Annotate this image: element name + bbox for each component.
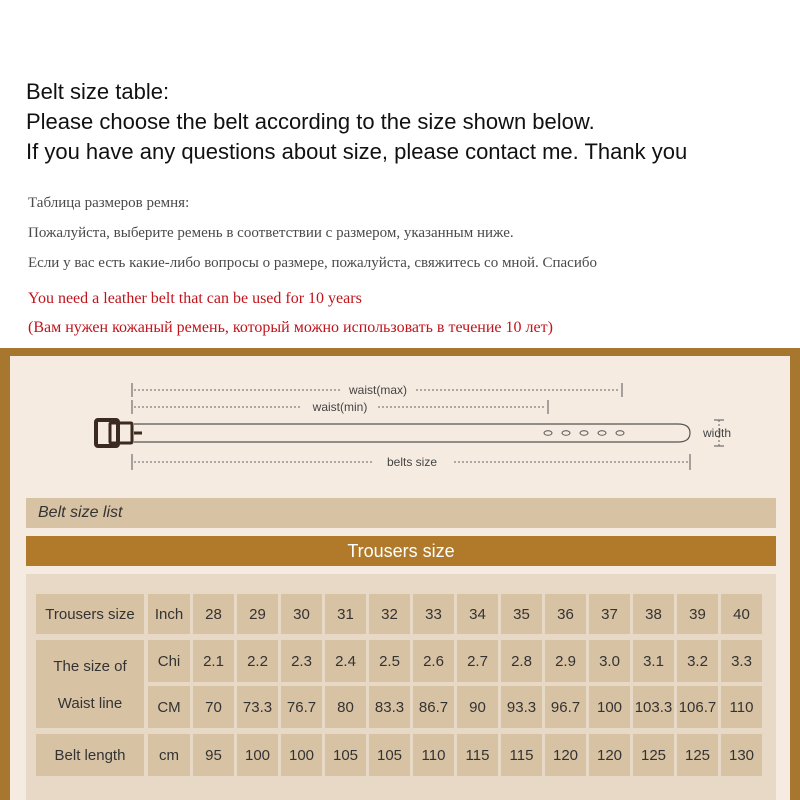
belt-length-unit-cell: cm	[148, 734, 190, 776]
belts-size-measure	[132, 454, 690, 470]
size-table	[26, 574, 776, 800]
cm-cell: 86.7	[413, 686, 454, 728]
promo-line-2: (Вам нужен кожаный ремень, который можно использовать в течение 10 лет)	[28, 319, 553, 336]
belt-length-cell: 105	[325, 734, 366, 776]
waist-line-label-cell	[36, 640, 144, 728]
belt-length-cell: 110	[413, 734, 454, 776]
chi-cell: 3.2	[677, 640, 718, 682]
trousers-cell: 30	[281, 594, 322, 634]
belt-length-cell: 130	[721, 734, 762, 776]
english-intro	[26, 77, 786, 167]
belt-length-cell: 120	[589, 734, 630, 776]
intro-ru-line-2: Пожалуйста, выберите ремень в соответствии с размером, указанным ниже.	[28, 225, 514, 241]
cm-cell: 90	[457, 686, 498, 728]
intro-en-line-3: If you have any questions about size, please contact me. Thank you	[26, 139, 688, 164]
cm-cell: 76.7	[281, 686, 322, 728]
chi-cell: 2.7	[457, 640, 498, 682]
width-measure	[702, 420, 731, 446]
belt-size-list-title: Belt size list	[38, 504, 123, 521]
belt-length-cell: 115	[501, 734, 542, 776]
trousers-size-label-cell: Trousers size	[36, 594, 144, 634]
cm-cell: 96.7	[545, 686, 586, 728]
size-chart-panel	[0, 348, 800, 800]
belt-length-cell: 115	[457, 734, 498, 776]
waist-min-measure	[132, 400, 548, 414]
trousers-cell: 31	[325, 594, 366, 634]
trousers-unit-cell: Inch	[148, 594, 190, 634]
promo-text	[28, 284, 788, 342]
trousers-size-bar	[26, 536, 776, 566]
belt-length-cell: 105	[369, 734, 410, 776]
belt-length-cell: 120	[545, 734, 586, 776]
trousers-cell: 29	[237, 594, 278, 634]
chi-cell: 3.0	[589, 640, 630, 682]
intro-ru-line-3: Если у вас есть какие-либо вопросы о размере, пожалуйста, свяжитесь со мной. Спасибо	[28, 255, 597, 271]
chi-cell: 2.4	[325, 640, 366, 682]
chi-cell: 2.6	[413, 640, 454, 682]
cm-cell: 110	[721, 686, 762, 728]
size-chart-inner	[10, 356, 790, 800]
belt-length-label-cell: Belt length	[36, 734, 144, 776]
chi-cell: 2.2	[237, 640, 278, 682]
cm-cell: 70	[193, 686, 234, 728]
waist-line-label-line-2: Waist line	[57, 695, 123, 712]
belt-length-cell: 125	[633, 734, 674, 776]
trousers-cell: 36	[545, 594, 586, 634]
intro-en-line-1: Belt size table:	[26, 79, 170, 104]
chi-cell: 2.5	[369, 640, 410, 682]
width-label: width	[703, 426, 732, 440]
intro-ru-line-1: Таблица размеров ремня:	[28, 195, 190, 211]
trousers-cell: 33	[413, 594, 454, 634]
belt-size-list-bar	[26, 498, 776, 528]
cm-cell: 83.3	[369, 686, 410, 728]
belt-illustration	[96, 420, 690, 446]
intro-en-line-2: Please choose the belt according to the size shown below.	[26, 109, 595, 134]
belt-length-cell: 95	[193, 734, 234, 776]
belt-diagram	[10, 356, 790, 496]
waist-max-measure	[132, 383, 622, 397]
waist-max-label: waist(max)	[348, 383, 408, 397]
belt-length-cell: 125	[677, 734, 718, 776]
trousers-cell: 28	[193, 594, 234, 634]
waist-line-label-line-1: The size of	[53, 658, 127, 675]
cm-cell: 80	[325, 686, 366, 728]
chi-cell: 2.3	[281, 640, 322, 682]
cm-unit-cell: CM	[148, 686, 190, 728]
trousers-cell: 38	[633, 594, 674, 634]
trousers-cell: 40	[721, 594, 762, 634]
trousers-cell: 35	[501, 594, 542, 634]
waist-min-label: waist(min)	[312, 400, 368, 414]
russian-intro	[28, 188, 788, 278]
cm-cell: 106.7	[677, 686, 718, 728]
chi-cell: 3.3	[721, 640, 762, 682]
chi-cell: 2.1	[193, 640, 234, 682]
trousers-cell: 37	[589, 594, 630, 634]
cm-cell: 93.3	[501, 686, 542, 728]
cm-cell: 73.3	[237, 686, 278, 728]
trousers-cell: 32	[369, 594, 410, 634]
trousers-cell: 34	[457, 594, 498, 634]
trousers-size-title: Trousers size	[347, 541, 455, 561]
cm-cell: 100	[589, 686, 630, 728]
promo-line-1: You need a leather belt that can be used for 10 years	[28, 290, 362, 307]
cm-cell: 103.3	[633, 686, 674, 728]
chi-cell: 3.1	[633, 640, 674, 682]
belt-length-cell: 100	[281, 734, 322, 776]
chi-unit-cell: Chi	[148, 640, 190, 682]
chi-cell: 2.8	[501, 640, 542, 682]
belts-size-label: belts size	[386, 455, 438, 469]
trousers-cell: 39	[677, 594, 718, 634]
belt-length-cell: 100	[237, 734, 278, 776]
chi-cell: 2.9	[545, 640, 586, 682]
